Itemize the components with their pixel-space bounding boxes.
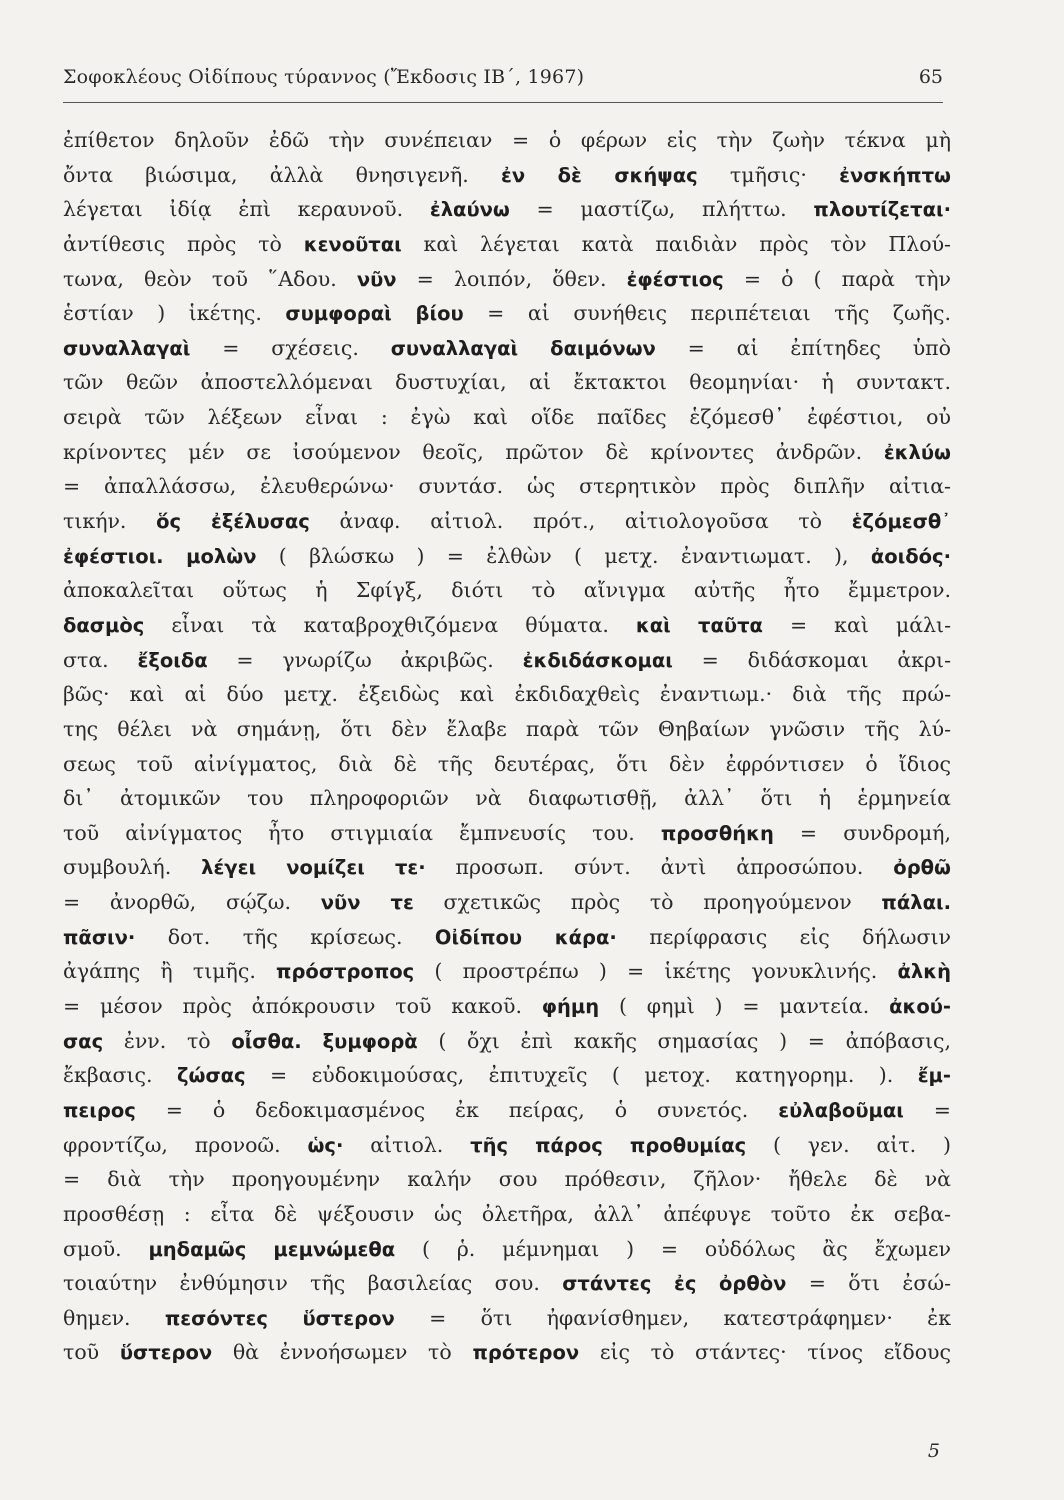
page-number: 65	[918, 66, 943, 88]
lemma-term: νῦν τε	[320, 891, 414, 915]
text-run: φροντίζω, προνοῶ.	[63, 1132, 308, 1157]
text-line	[63, 296, 951, 331]
text-line	[63, 747, 951, 782]
lemma-term: ἔξοιδα	[137, 648, 208, 672]
text-run: = διὰ τὴν προηγουμένην καλήν σου πρόθεσιν, ζῆλον· ἤθελε δὲ νὰ	[63, 1167, 951, 1192]
text-line	[63, 400, 951, 435]
signature-mark: 5	[927, 1440, 940, 1462]
text-line	[63, 885, 951, 920]
text-run: τῶν θεῶν ἀποστελλόμεναι δυστυχίαι, αἱ ἔκτακτοι θεομηνίαι· ἡ συντακτ.	[63, 370, 951, 395]
text-line	[63, 435, 951, 470]
lemma-term: πάλαι.	[881, 891, 951, 915]
text-run: δοτ. τῆς κρίσεως.	[135, 924, 435, 949]
lemma-term: ὡς·	[307, 1133, 344, 1157]
lemma-term: λέγει νομίζει τε·	[201, 856, 426, 880]
lemma-term: οἶσθα. ξυμφορὰ	[231, 1029, 418, 1053]
text-run: = αἱ ἐπίτηδες ὑπὸ	[655, 335, 951, 360]
text-run: συμβουλή.	[63, 855, 202, 880]
lemma-term: συναλλαγαὶ δαιμόνων	[390, 336, 656, 360]
text-line	[63, 816, 951, 851]
text-line	[63, 712, 951, 747]
text-run: προσωπ. σύντ. ἀντὶ ἀπροσώπου.	[425, 855, 894, 880]
text-run: = μέσον πρὸς ἀπόκρουσιν τοῦ κακοῦ.	[63, 994, 542, 1019]
text-run: = ὅτι ἐσώ-	[786, 1271, 951, 1296]
text-line	[63, 192, 951, 227]
text-run: της θέλει νὰ σημάνῃ, ὅτι δὲν ἔλαβε παρὰ τῶν Θηβαίων γνῶσιν τῆς λύ-	[63, 716, 951, 741]
lemma-term: ἐν δὲ σκήψας	[501, 163, 698, 187]
text-line	[63, 158, 951, 193]
header-title: Σοφοκλέους Οἰδίπους τύραννος (Ἔκδοσις ΙΒ΄, 1967)	[63, 66, 585, 88]
lemma-term: ἐφέστιοι. μολὼν	[63, 544, 257, 568]
lemma-term: ἐνσκήπτω	[839, 163, 951, 187]
text-run: βῶς· καὶ αἱ δύο μετχ. ἐξειδὼς καὶ ἐκδιδαχθεὶς ἐναντιωμ.· διὰ τῆς πρώ-	[63, 682, 951, 707]
lemma-term: πλουτίζεται·	[813, 198, 951, 222]
text-line	[63, 573, 951, 608]
text-run: ( ῥ. μέμνημαι ) = οὐδόλως ἂς ἔχωμεν	[395, 1236, 951, 1261]
text-run: ( γεν. αἰτ. )	[746, 1132, 951, 1157]
lemma-term: ἔμ-	[917, 1064, 951, 1088]
text-run: = συνδρομή,	[773, 820, 951, 845]
text-run: = ἀνορθῶ, σῴζω.	[63, 890, 321, 915]
text-run: ( φημὶ ) = μαντεία.	[599, 994, 890, 1019]
text-line	[63, 123, 951, 158]
lemma-term: ὕστερον	[119, 1341, 213, 1365]
lemma-term: φήμη	[541, 995, 600, 1019]
text-line	[63, 1197, 951, 1232]
text-run: = ὁ ( παρὰ τὴν	[723, 266, 951, 291]
text-line	[63, 781, 951, 816]
text-line	[63, 469, 951, 504]
running-header	[63, 62, 943, 103]
lemma-term: πρότερον	[472, 1341, 580, 1365]
text-line	[63, 1266, 951, 1301]
text-run: σεως τοῦ αἰνίγματος, διὰ δὲ τῆς δευτέρας, ὅτι δὲν ἐφρόντισεν ὁ ἴδιος	[63, 751, 951, 776]
text-run: τωνα, θεὸν τοῦ ῞Αδου.	[63, 266, 357, 291]
text-run: στα.	[63, 647, 138, 672]
lemma-term: πᾶσιν·	[63, 925, 136, 949]
lemma-term: πειρος	[63, 1098, 136, 1122]
text-run: = καὶ μάλι-	[762, 612, 951, 637]
text-run: = εὐδοκιμούσας, ἐπιτυχεῖς ( μετοχ. κατηγορημ. ).	[245, 1063, 918, 1088]
text-run: θὰ ἐννοήσωμεν τὸ	[212, 1340, 473, 1365]
lemma-term: ἐφέστιος	[626, 267, 724, 291]
text-run: ἐπίθετον δηλοῦν ἐδῶ τὴν συνέπειαν = ὁ φέρων εἰς τὴν ζωὴν τέκνα μὴ	[63, 128, 951, 152]
text-run: ἀναφ. αἰτιολ. πρότ., αἰτιολογοῦσα τὸ	[309, 509, 852, 534]
text-run: προσθέσῃ : εἶτα δὲ ψέξουσιν ὡς ὀλετῆρα, ἀλλ᾽ ἀπέφυγε τοῦτο ἐκ σεβα-	[63, 1201, 951, 1226]
text-run: = γνωρίζω ἀκριβῶς.	[207, 647, 523, 672]
text-line	[63, 504, 951, 539]
text-run: ἐνν. τὸ	[103, 1028, 232, 1053]
text-run: καὶ λέγεται κατὰ παιδιὰν πρὸς τὸν Πλού-	[401, 231, 951, 256]
text-run: ἀποκαλεῖται οὕτως ἡ Σφίγξ, διότι τὸ αἴνιγμα αὐτῆς ἦτο ἔμμετρον.	[63, 578, 951, 603]
text-line	[63, 331, 951, 366]
lemma-term: στάντες ἐς ὀρθὸν	[562, 1272, 787, 1296]
lemma-term: ἀοιδός·	[870, 544, 951, 568]
text-line	[63, 539, 951, 574]
lemma-term: ἀκού-	[889, 995, 951, 1019]
lemma-term: ἀλκὴ	[897, 960, 951, 984]
text-run: τοῦ	[63, 1340, 120, 1365]
text-line	[63, 365, 951, 400]
text-line	[63, 1024, 951, 1059]
text-run: σειρὰ τῶν λέξεων εἶναι : ἐγὼ καὶ οἵδε παῖδες ἑζόμεσθ᾽ ἐφέστιοι, οὐ	[63, 405, 951, 430]
text-run: εἰς τὸ στάντες· τίνος εἴδους	[579, 1340, 951, 1365]
text-run: ( βλώσκω ) = ἐλθὼν ( μετχ. ἐναντιωματ. ),	[256, 543, 871, 568]
text-run: τικήν.	[63, 509, 157, 534]
lemma-term: τῆς πάρος προθυμίας	[470, 1133, 747, 1157]
text-run: = μαστίζω, πλήττω.	[509, 197, 814, 222]
text-run: = ὅτι ἠφανίσθημεν, κατεστράφημεν· ἐκ	[394, 1305, 951, 1330]
text-line	[63, 1093, 951, 1128]
lemma-term: κενοῦται	[303, 232, 402, 256]
text-run: ἑστίαν ) ἱκέτης.	[63, 301, 286, 326]
lemma-term: εὐλαβοῦμαι	[778, 1098, 904, 1122]
text-line	[63, 1232, 951, 1267]
text-run: ( προστρέπω ) = ἱκέτης γονυκλινής.	[414, 959, 898, 984]
lemma-term: ζώσας	[176, 1064, 246, 1088]
text-run: λέγεται ἰδίᾳ ἐπὶ κεραυνοῦ.	[63, 197, 430, 222]
text-line	[63, 1162, 951, 1197]
text-run: = ὁ δεδοκιμασμένος ἐκ πείρας, ὁ συνετός.	[135, 1097, 779, 1122]
text-run: περίφρασις εἰς δήλωσιν	[616, 924, 951, 949]
lemma-term: ἐκδιδάσκομαι	[522, 648, 673, 672]
lemma-term: ὅς ἐξέλυσας	[156, 510, 310, 534]
lemma-term: καὶ ταῦτα	[635, 613, 763, 637]
text-run: δι᾽ ἀτομικῶν του πληροφοριῶν νὰ διαφωτισθῇ, ἀλλ᾽ ὅτι ἡ ἑρμηνεία	[63, 786, 951, 811]
text-run: = σχέσεις.	[190, 335, 391, 360]
text-line	[63, 850, 951, 885]
lemma-term: πεσόντες ὕστερον	[164, 1306, 395, 1330]
text-line	[63, 643, 951, 678]
text-run: ὄντα βιώσιμα, ἀλλὰ θνησιγενῆ.	[63, 162, 502, 187]
text-line	[63, 989, 951, 1024]
lemma-term: σας	[63, 1029, 104, 1053]
text-run: κρίνοντες μέν σε ἰσούμενον θεοῖς, πρῶτον δὲ κρίνοντες ἀνδρῶν.	[63, 439, 884, 464]
text-run: = διδάσκομαι ἀκρι-	[672, 647, 951, 672]
text-line	[63, 608, 951, 643]
text-run: τοιαύτην ἐνθύμησιν τῆς βασιλείας σου.	[63, 1271, 563, 1296]
text-line	[63, 677, 951, 712]
text-run: τμῆσις·	[697, 162, 840, 187]
lemma-term: ἐλαύνω	[429, 198, 510, 222]
text-line	[63, 1058, 951, 1093]
text-run: ἀντίθεσις πρὸς τὸ	[63, 231, 304, 256]
text-line	[63, 954, 951, 989]
text-run: σχετικῶς πρὸς τὸ προηγούμενον	[413, 890, 882, 915]
lemma-term: προσθήκη	[660, 821, 774, 845]
lemma-term: νῦν	[356, 267, 397, 291]
body-text	[63, 123, 951, 1370]
text-line	[63, 1301, 951, 1336]
text-run: = λοιπόν, ὅθεν.	[396, 266, 627, 291]
lemma-term: συμφοραὶ βίου	[285, 302, 464, 326]
text-run: αἰτιολ.	[343, 1132, 471, 1157]
text-line	[63, 1335, 951, 1370]
text-run: = ἀπαλλάσσω, ἐλευθερώνω· συντάσ. ὡς στερητικὸν πρὸς διπλῆν αἰτια-	[63, 474, 951, 499]
text-run: ἔκβασις.	[63, 1063, 177, 1088]
text-run: εἶναι τὰ καταβροχθιζόμενα θύματα.	[144, 612, 636, 637]
text-run: =	[903, 1097, 951, 1122]
text-line	[63, 262, 951, 297]
text-run: τοῦ αἰνίγματος ἦτο στιγμιαία ἔμπνευσίς του.	[63, 820, 661, 845]
text-line	[63, 1128, 951, 1163]
lemma-term: ἑζόμεσθ᾽	[851, 510, 951, 534]
lemma-term: συναλλαγαὶ	[63, 336, 191, 360]
text-run: ( ὄχι ἐπὶ κακῆς σημασίας ) = ἀπόβασις,	[417, 1028, 951, 1053]
text-run: = αἱ συνήθεις περιπέτειαι τῆς ζωῆς.	[463, 301, 951, 326]
text-line	[63, 227, 951, 262]
lemma-term: Οἰδίπου κάρα·	[434, 925, 617, 949]
lemma-term: δασμὸς	[63, 613, 145, 637]
lemma-term: ὀρθῶ	[893, 856, 951, 880]
text-run: σμοῦ.	[63, 1236, 149, 1261]
lemma-term: πρόστροπος	[276, 960, 415, 984]
lemma-term: μηδαμῶς μεμνώμεθα	[148, 1237, 396, 1261]
text-line	[63, 920, 951, 955]
text-run: ἀγάπης ἢ τιμῆς.	[63, 959, 277, 984]
lemma-term: ἐκλύω	[883, 440, 951, 464]
text-run: θημεν.	[63, 1305, 165, 1330]
